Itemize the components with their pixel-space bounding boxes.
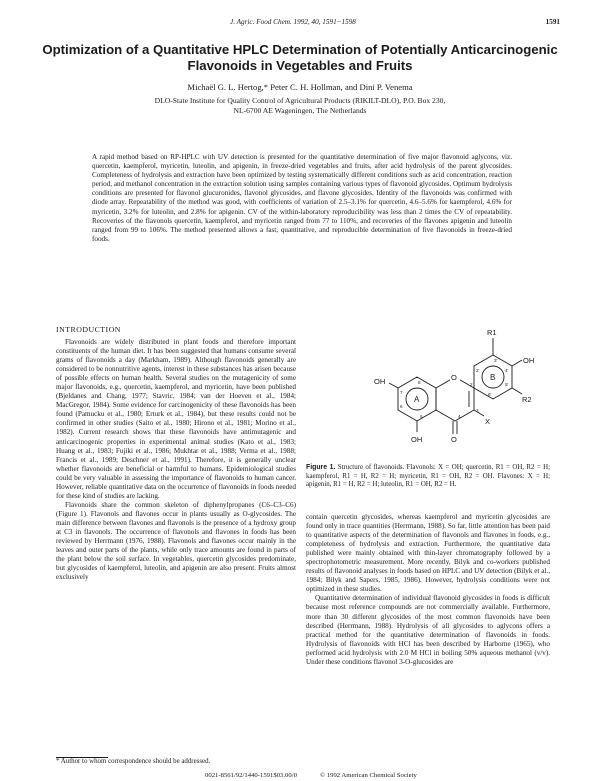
position-5: 5: [420, 414, 423, 419]
x-substituent-label: X: [485, 417, 491, 426]
affiliation-line-2: NL-6700 AE Wageningen, The Netherlands: [233, 106, 367, 115]
figure-caption: [306, 464, 550, 490]
flavonoid-structure-diagram: [330, 320, 540, 450]
intro-paragraph-2: Flavonoids share the common skeleton of diphenylpropanes (C6–C3–C6) (Figure 1). Flavonols and flavones occur in plants usually as O-glycosides. The main difference between flavones and flavonols is the presence of a hydroxy group at C3 in flavonols. The occurrence of flavonols and flavones in foods has been reviewed by Herrmann (1976, 1988). Flavonols and flavones occur mainly in the leaves and outer parts of the plants, while only trace amounts are found in parts of the plant below the soil surface. In vegetables, quercetin glycosides predominate, but glycosides of kaempferol, luteolin, and apigenin are also present. Fruits almost exclusively: [56, 500, 296, 582]
7-oh-label: OH: [374, 377, 386, 386]
flavonoid-structure-figure: [330, 320, 540, 450]
position-6prime: 6': [488, 392, 492, 397]
position-7: 7: [400, 390, 403, 395]
4prime-oh-label: OH: [523, 356, 535, 365]
paper-title: Optimization of a Quantitative HPLC Determination of Potentially Anticarcinogenic Flavonoids in Vegetables and Fruits: [42, 42, 558, 73]
ring-c-hexagon: [436, 377, 474, 421]
copyright-notice: © 1992 American Chemical Society: [320, 772, 417, 779]
r1-label: R1: [487, 328, 497, 337]
position-2: 2: [470, 382, 473, 387]
ring-a-label: A: [414, 395, 420, 404]
r2-label: R2: [522, 395, 532, 404]
position-4prime: 4': [505, 368, 509, 373]
right-paragraph-2: Quantitative determination of individual flavonoid glycosides in foods is difficult because most reference compounds are not commercially available. Furthermore, more than 30 different glycosides of the most common flavonoids have been described (Herrmann, 1988). Hydrolysis of all glycosides to aglycons offers a practical method for the quantitative determination of flavonoids in foods. Hydrolysis of flavonoids with HCl has been described by Harborne (1965), who performed acid hydrolysis with 2.0 M HCl in boiling 50% aqueous methanol (v/v). Under these conditions flavonol 3-O-glucosides are: [306, 594, 550, 666]
position-2prime: 2': [476, 368, 480, 373]
ring-oxygen-label: O: [451, 373, 457, 382]
4prime-oh-bond: [512, 360, 522, 366]
ring-b-label: B: [490, 373, 496, 382]
position-3: 3: [476, 408, 479, 413]
position-5prime: 5': [505, 382, 509, 387]
journal-citation: J. Agric. Food Chem. 1992, 40, 1591−1598: [230, 18, 356, 26]
r2-bond: [512, 388, 522, 394]
figure-caption-text: Structure of flavonoids. Flavonols: X = OH; quercetin, R1 = OH, R2 = H; kaempferol, R1 = H, R2 = H; myricetin, R1 = OH, R2 = OH. Flavones: X = H; apigenin, R1 = H, R2 = H; luteolin, R1 = OH, R2 = H.: [306, 464, 550, 489]
7-oh-bond: [389, 383, 398, 388]
issn-code: 0021-8561/92/1440-1591$03.00/0: [205, 772, 297, 779]
intro-paragraph-1: Flavonoids are widely distributed in plant foods and therefore important constituents of the human diet. It has been suggested that humans consume several grams of flavonoids a day (Markham, 1989). Although flavonoids generally are considered to be nonnutritive agents, interest in these substances has arisen because of possible effects on human health. Several studies on the mutagenicity of some major flavonoids, e.g., quercetin, kaempferol, and myricetin, have been published (Bjeldanes and Chang, 1977; Stavric, 1984; van der Hoeven et al., 1984; MacGregor, 1984). Some evidence for carcinogenicity of these flavonoids has been found (Pamucku et al., 1980; Erturk et al., 1984), but these results could not be confirmed in other studies (Saito et al., 1980; Hirono et al., 1981; Morino et al., 1982). Current research shows that these flavonoids have antimutagenic and anticarcinogenic properties in experimental animal studies (Kato et al., 1983; Huang et al., 1983; Fujiki et al., 1986; Mukhtar et al., 1988; Verma et al., 1988; Francis et al., 1989; Deschner et al., 1991). Therefore, it is generally unclear whether flavonoids are beneficial or harmful to humans. Epidemiological studies could be very valuable in assessing the importance of flavonoids to human cancer. However, reliable quantitative data on the occurrence of flavonoids in foods needed for these kind of studies are lacking.: [56, 338, 296, 500]
position-6: 6: [400, 404, 403, 409]
bottom-line: [0, 772, 600, 781]
page-number: 1591: [545, 18, 560, 26]
position-3prime: 3': [494, 358, 498, 363]
right-column: [306, 513, 550, 667]
carbonyl-oxygen-label: O: [451, 435, 457, 444]
affiliation-line-1: DLO-State Institute for Quality Control of Agricultural Products (RIKILT-DLO), P.O. Box 230,: [154, 96, 446, 105]
position-8: 8: [418, 380, 421, 385]
running-head: [0, 18, 600, 30]
author-list: Michaël G. L. Hertog,* Peter C. H. Hollman, and Dini P. Venema: [187, 82, 413, 92]
figure-caption-label: Figure 1.: [306, 464, 336, 471]
left-column: [56, 338, 296, 582]
right-paragraph-1: contain quercetin glycosides, whereas kaempferol and myricetin glycosides are found only in trace quantities (Herrmann, 1988). So far, little attention has been paid to quantitative aspects of the determination of flavonols and flavones in foods, e.g., completeness of hydrolysis and extraction. Furthermore, the quantitative data published were mainly obtained with thin-layer chromatography followed by a spectrophotometric measurement. More recently, Bilyk and co-workers published results of flavonoid analyses in foods based on HPLC and UV detection (Bilyk et al., 1984; Bilyk and Sapers, 1985, 1986). However, hydrolysis conditions were not optimized in these studies.: [306, 513, 550, 594]
correspondence-footnote: * Author to whom correspondence should be addressed.: [56, 758, 211, 765]
abstract: A rapid method based on RP-HPLC with UV detection is presented for the quantitative determination of five major flavonoid aglycons, viz. quercetin, kaempferol, myricetin, luteolin, and apigenin, in freeze-dried vegetables and fruits, after acid hydrolysis of the parent glycosides. Completeness of hydrolysis and extraction have been optimized by testing systematically different conditions such as acid concentration, reaction period, and methanol concentration in the extraction solution using samples containing various types of flavonoid glycosides. Optimum hydrolysis conditions are presented for flavonol glucuronides, flavonol glycosides, and flavone glycosides. Identity of the flavonoids was confirmed with diode array. Repeatability of the method was good, with coefficients of variation of 2.5–3.1% for quercetin, 4.6–5.6% for kaempferol, 4.6% for myricetin, 3.2% for luteolin, and 2.8% for apigenin. CV of the within-laboratory reproducibility was less than 2 times the CV of repeatability. Recoveries of the flavonols quercetin, kaempferol, and myricetin ranged from 77 to 110%, and recoveries of the flavones apigenin and luteolin ranged from 99 to 106%. The method presented allows a fast, quantitative, and reproducible determination of five flavonoids in freeze-dried foods.: [92, 153, 512, 243]
section-heading-introduction: INTRODUCTION: [56, 325, 121, 334]
affiliation: [100, 96, 500, 116]
position-4: 4: [458, 414, 461, 419]
5-oh-label: OH: [411, 435, 423, 444]
